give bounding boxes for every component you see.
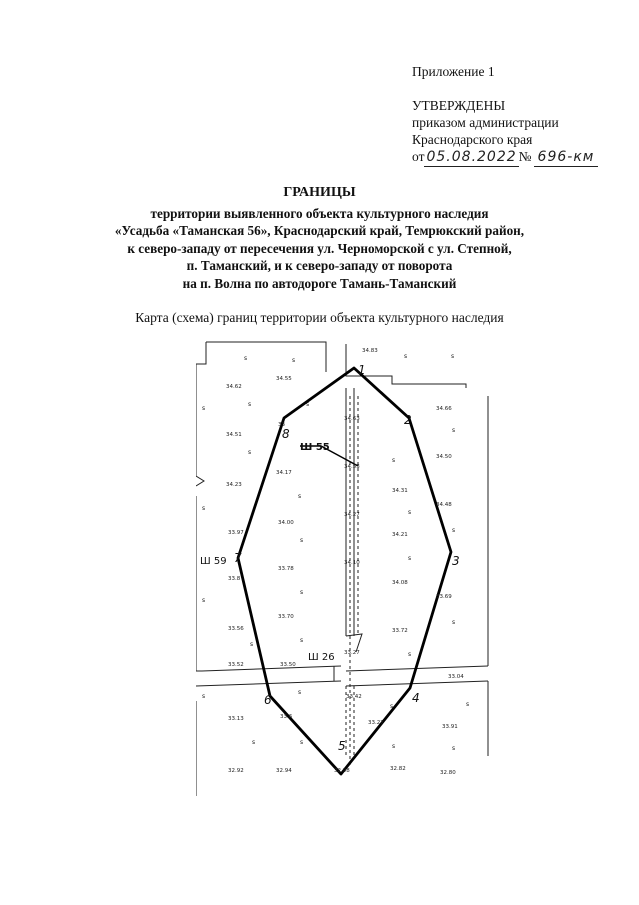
spot-mark: s [408,651,412,658]
elevation-label: 32.80 [440,770,456,776]
spot-mark: s [404,353,408,360]
elevation-label: 33.27 [344,650,360,656]
vertex-label-5: 5 [338,739,346,753]
spot-mark: s [202,693,206,700]
spot-mark: s [248,401,252,408]
from-label: от [412,149,425,164]
subtitle-line-3: к северо-западу от пересечения ул. Черноморской с ул. Степной, [127,240,512,256]
elevation-label: 34.08 [392,580,408,586]
elevation-label: 33.91 [442,724,458,730]
elevation-label: 34.63 [344,416,360,422]
elevation-label: 34.31 [392,488,408,494]
vertex-label-6: 6 [264,693,272,707]
spot-mark: s [306,401,310,408]
elevation-label: 32.98 [334,768,350,774]
elevation-label: 33.97 [228,530,244,536]
document-title: ГРАНИЦЫ [283,185,356,200]
elevation-label: 34.53 [344,464,360,470]
vertex-label-7: 7 [234,551,242,565]
spot-mark: s [292,357,296,364]
spot-mark: s [452,427,456,434]
subtitle-line-2: «Усадьба «Таманская 56», Краснодарский край, Темрюкский район, [114,223,525,239]
spot-mark: s [298,493,302,500]
appendix-label: Приложение 1 [412,64,495,79]
elevation-label: 34.62 [226,384,242,390]
elevation-label: 34.21 [392,532,408,538]
spot-mark: s [202,505,206,512]
elevation-label: 34.51 [226,432,242,438]
spot-mark: s [392,743,396,750]
subtitle-line-1: территории выявленного объекта культурного наследия [150,206,489,221]
subtitle-line-5: на п. Волна по автодороге Тамань-Таманский [182,275,457,291]
spot-mark: s [298,689,302,696]
boundary-map [196,336,492,796]
vertex-label-3: 3 [452,554,460,568]
elevation-label: 32.82 [390,766,406,772]
elevation-label: 33.50 [280,662,296,668]
spot-mark: s [300,637,304,644]
elevation-label: 34.17 [276,470,292,476]
spot-mark: s [466,701,470,708]
spot-mark: s [202,597,206,604]
elevation-label: 32.92 [228,768,244,774]
street-label-sh26: Ш 26 [308,652,335,663]
elevation-label: 33.13 [228,716,244,722]
elevation-label: 34.00 [278,520,294,526]
spot-mark: s [250,641,254,648]
street-label-sh59: Ш 59 [200,556,227,567]
elevation-label: 34.83 [362,348,378,354]
spot-mark: s [392,457,396,464]
spot-mark: s [408,555,412,562]
approved-line-2: Краснодарского края [412,132,533,147]
elevation-label: 34.66 [436,406,452,412]
handwritten-date: 05.08.2022 [426,149,517,165]
elevation-label: 33.78 [278,566,294,572]
spot-mark: s [452,527,456,534]
vertex-label-8: 8 [282,427,290,441]
elevation-label: 34.48 [436,502,452,508]
elevation-label: 33.27 [368,720,384,726]
spot-mark: s [408,509,412,516]
elevation-label: 33.8 [228,576,241,582]
elevation-label: 33.42 [346,694,362,700]
spot-mark: s [252,739,256,746]
spot-mark: s [248,449,252,456]
approval-date-line [412,148,598,167]
handwritten-number: 696-км [534,149,599,167]
number-label: № [518,149,532,164]
approval-block [412,97,598,167]
spot-mark: s [390,703,394,710]
spot-mark: s [452,745,456,752]
spot-mark: s [452,619,456,626]
approved-line-1: приказом администрации [412,115,559,130]
map-caption: Карта (схема) границ территории объекта культурного наследия [135,310,504,325]
elevation-label: 32.94 [276,768,292,774]
spot-mark: s [244,355,248,362]
vertex-label-1: 1 [358,363,366,377]
spot-mark: s [202,405,206,412]
elevation-label: 33.52 [228,662,244,668]
elevation-label: 34.50 [436,454,452,460]
boundary-polygon [238,368,451,774]
elevation-label: 34.27 [344,512,360,518]
elevation-label: 33.6 [280,714,293,720]
elevation-label: 33.70 [278,614,294,620]
elevation-label: 34.10 [344,560,360,566]
street-label-sh55: Ш 55 [300,442,330,453]
elevation-label: 33.69 [436,594,452,600]
elevation-label: 33.72 [392,628,408,634]
document-subtitle [0,205,639,292]
elevation-label: 34.55 [276,376,292,382]
approved-title: УТВЕРЖДЕНЫ [412,98,506,113]
elevation-label: 34.23 [226,482,242,488]
dashed-lines [346,396,358,766]
spot-mark: s [300,589,304,596]
elevation-label: 33.04 [448,674,464,680]
vertex-label-2: 2 [404,413,412,427]
elevation-label: 33.56 [228,626,244,632]
spot-mark: s [300,739,304,746]
subtitle-line-4: п. Таманский, и к северо-западу от поворота [186,258,453,274]
elevation-label: 33 [278,422,285,428]
spot-mark: s [451,353,455,360]
spot-mark: s [300,537,304,544]
vertex-label-4: 4 [412,691,420,705]
